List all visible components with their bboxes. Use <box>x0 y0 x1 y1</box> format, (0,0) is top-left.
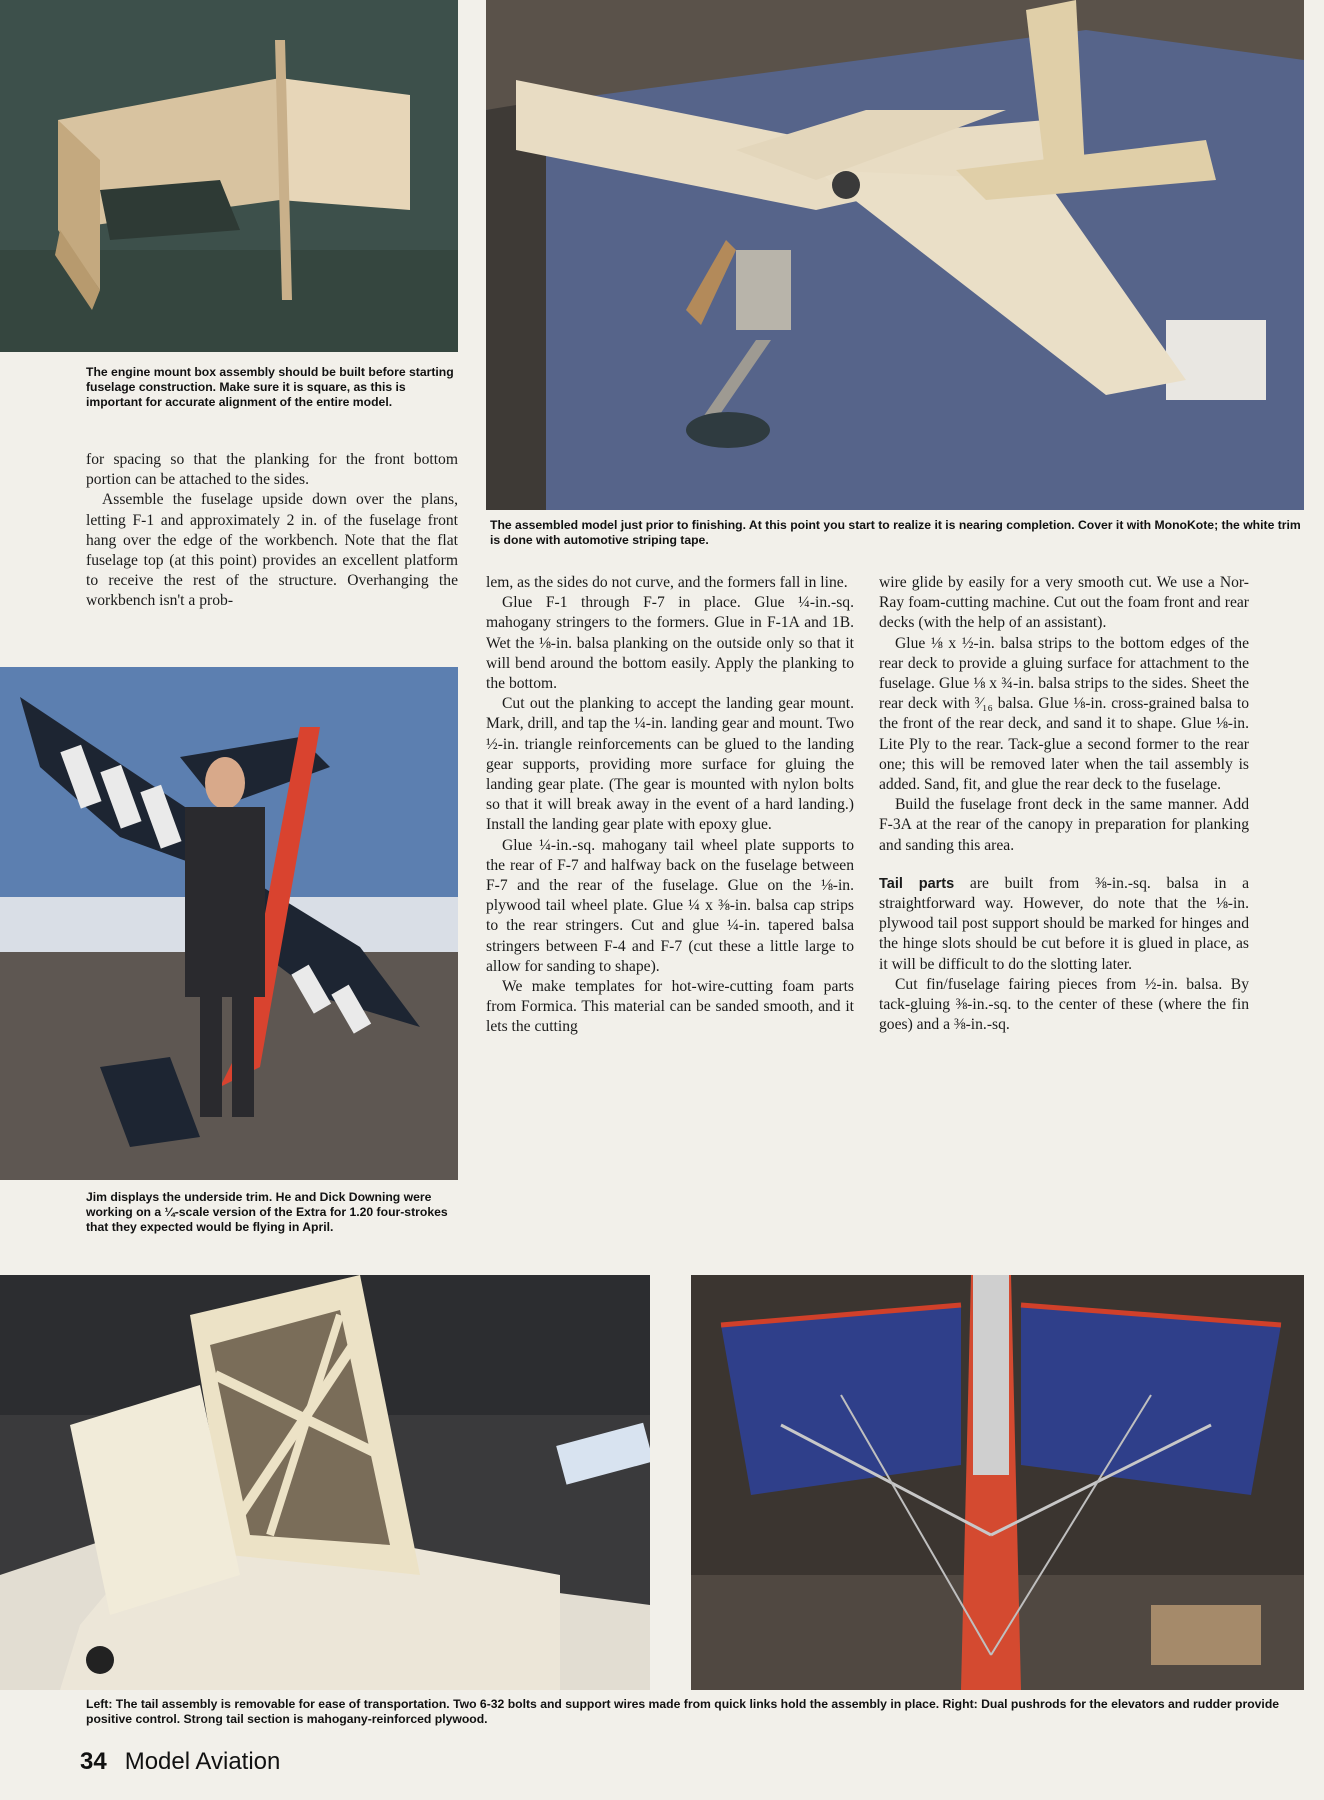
tail-assembly-caption: Left: The tail assembly is removable for ease of transportation. Two 6-32 bolts and support wires made from quick links hold the assembly in place. Right: Dual pushrods for the elevators and rudder provide positive control. Strong tail section is mahogany-reinforced plywood. <box>86 1697 1280 1726</box>
paragraph: Glue F-1 through F-7 in place. Glue ¼-in.-sq. mahogany stringers to the formers. Glue in F-1A and 1B. Wet the ⅛-in. balsa planking on the outside only so that it will bend around the bottom easily. Apply the planking to the bottom. <box>486 594 854 693</box>
paragraph: Build the fuselage front deck in the same manner. Add F-3A at the rear of the canopy in preparation for planking and sanding this area. <box>879 796 1249 854</box>
paragraph: lem, as the sides do not curve, and the formers fall in line. <box>486 574 848 591</box>
paragraph: Glue ¼-in.-sq. mahogany tail wheel plate supports to the rear of F-7 and halfway back on the fuselage between F-7 and the rear of the fuselage. Glue on the ⅛-in. plywood tail wheel plate. Glue ¼ x ⅜-in. balsa cap strips to the rear stringers. Cut and glue ¼-in. tapered balsa stringers between F-4 and F-7 (cut these a little large to allow for sanding to shape). <box>486 836 854 975</box>
page-number: 34 <box>80 1748 107 1775</box>
paragraph: Cut fin/fuselage fairing pieces from ½-in. balsa. By tack-gluing ⅜-in.-sq. to the center of these (where the fin goes) and a ⅜-in.-sq. <box>879 975 1249 1034</box>
assembled-model-caption: The assembled model just prior to finishing. At this point you start to realize it is nearing completion. Cover it with MonoKote; the white trim is done with automotive striping tape. <box>490 518 1301 547</box>
paragraph: wire glide by easily for a very smooth cut. We use a Nor-Ray foam-cutting machine. Cut out the foam front and rear decks (with the help of an assistant). <box>879 574 1249 632</box>
magazine-name: Model Aviation <box>124 1748 281 1775</box>
paragraph: Glue ⅛ x ½-in. balsa strips to the bottom edges of the rear deck to provide a gluing surface for attachment to the fuselage. Glue ⅛ x ¾-in. balsa strips to the sides. Sheet the rear deck with ³⁄₁₆ balsa. Glue ⅛-in. cross-grained balsa to the front of the rear deck, and sand it to shape. Glue ⅛-in. Lite Ply to the rear. Tack-glue a second former to the rear one; this will be removed later when the tail assembly is added. Sand, fit, and glue the rear deck to the fuselage. <box>879 634 1249 794</box>
tail-assembly-photo <box>0 1275 650 1690</box>
assembled-model-photo <box>486 0 1304 510</box>
jim-underside-trim-photo <box>0 667 458 1180</box>
pushrods-photo <box>691 1275 1304 1690</box>
column-3 <box>879 573 1249 1035</box>
column-2 <box>486 573 854 1038</box>
paragraph: Assemble the fuselage upside down over the plans, letting F-1 and approximately 2 in. of the fuselage front hang over the edge of the workbench. Note that the flat fuselage top (at this point) provides an excellent platform to receive the rest of the structure. Overhanging the workbench isn't a prob- <box>86 491 458 610</box>
paragraph-tail-parts <box>879 874 1249 975</box>
underside-trim-caption: Jim displays the underside trim. He and Dick Downing were working on a ¼-scale version of the Extra for 1.20 four-strokes that they expected would be flying in April. <box>86 1190 448 1234</box>
paragraph: for spacing so that the planking for the front bottom portion can be attached to the sides. <box>86 451 458 489</box>
column-1-upper <box>86 450 458 612</box>
paragraph: Cut out the planking to accept the landing gear mount. Mark, drill, and tap the ¼-in. landing gear and mount. Two ½-in. triangle reinforcements can be glued to the landing gear supports, providing more surface for gluing the landing gear plate. (The gear is mounted with nylon bolts so that it will break away in the event of a hard landing.) Install the landing gear plate with epoxy glue. <box>486 695 854 834</box>
engine-box-caption: The engine mount box assembly should be built before starting fuselage construction. Make sure it is square, as this is important for accurate alignment of the entire model. <box>86 365 454 409</box>
page-footer <box>80 1748 280 1776</box>
paragraph: We make templates for hot-wire-cutting foam parts from Formica. This material can be sanded smooth, and it lets the cutting <box>486 978 854 1036</box>
run-in-heading: Tail parts <box>879 875 955 892</box>
paragraph-text: are built from ⅜-in.-sq. balsa in a straightforward way. However, do note that the ⅛-in. plywood tail post support should be marked for hinges and the hinge slots should be cut before it is glued in place, as it will be difficult to do the slotting later. <box>879 874 1249 973</box>
engine-mount-box-photo <box>0 0 458 352</box>
